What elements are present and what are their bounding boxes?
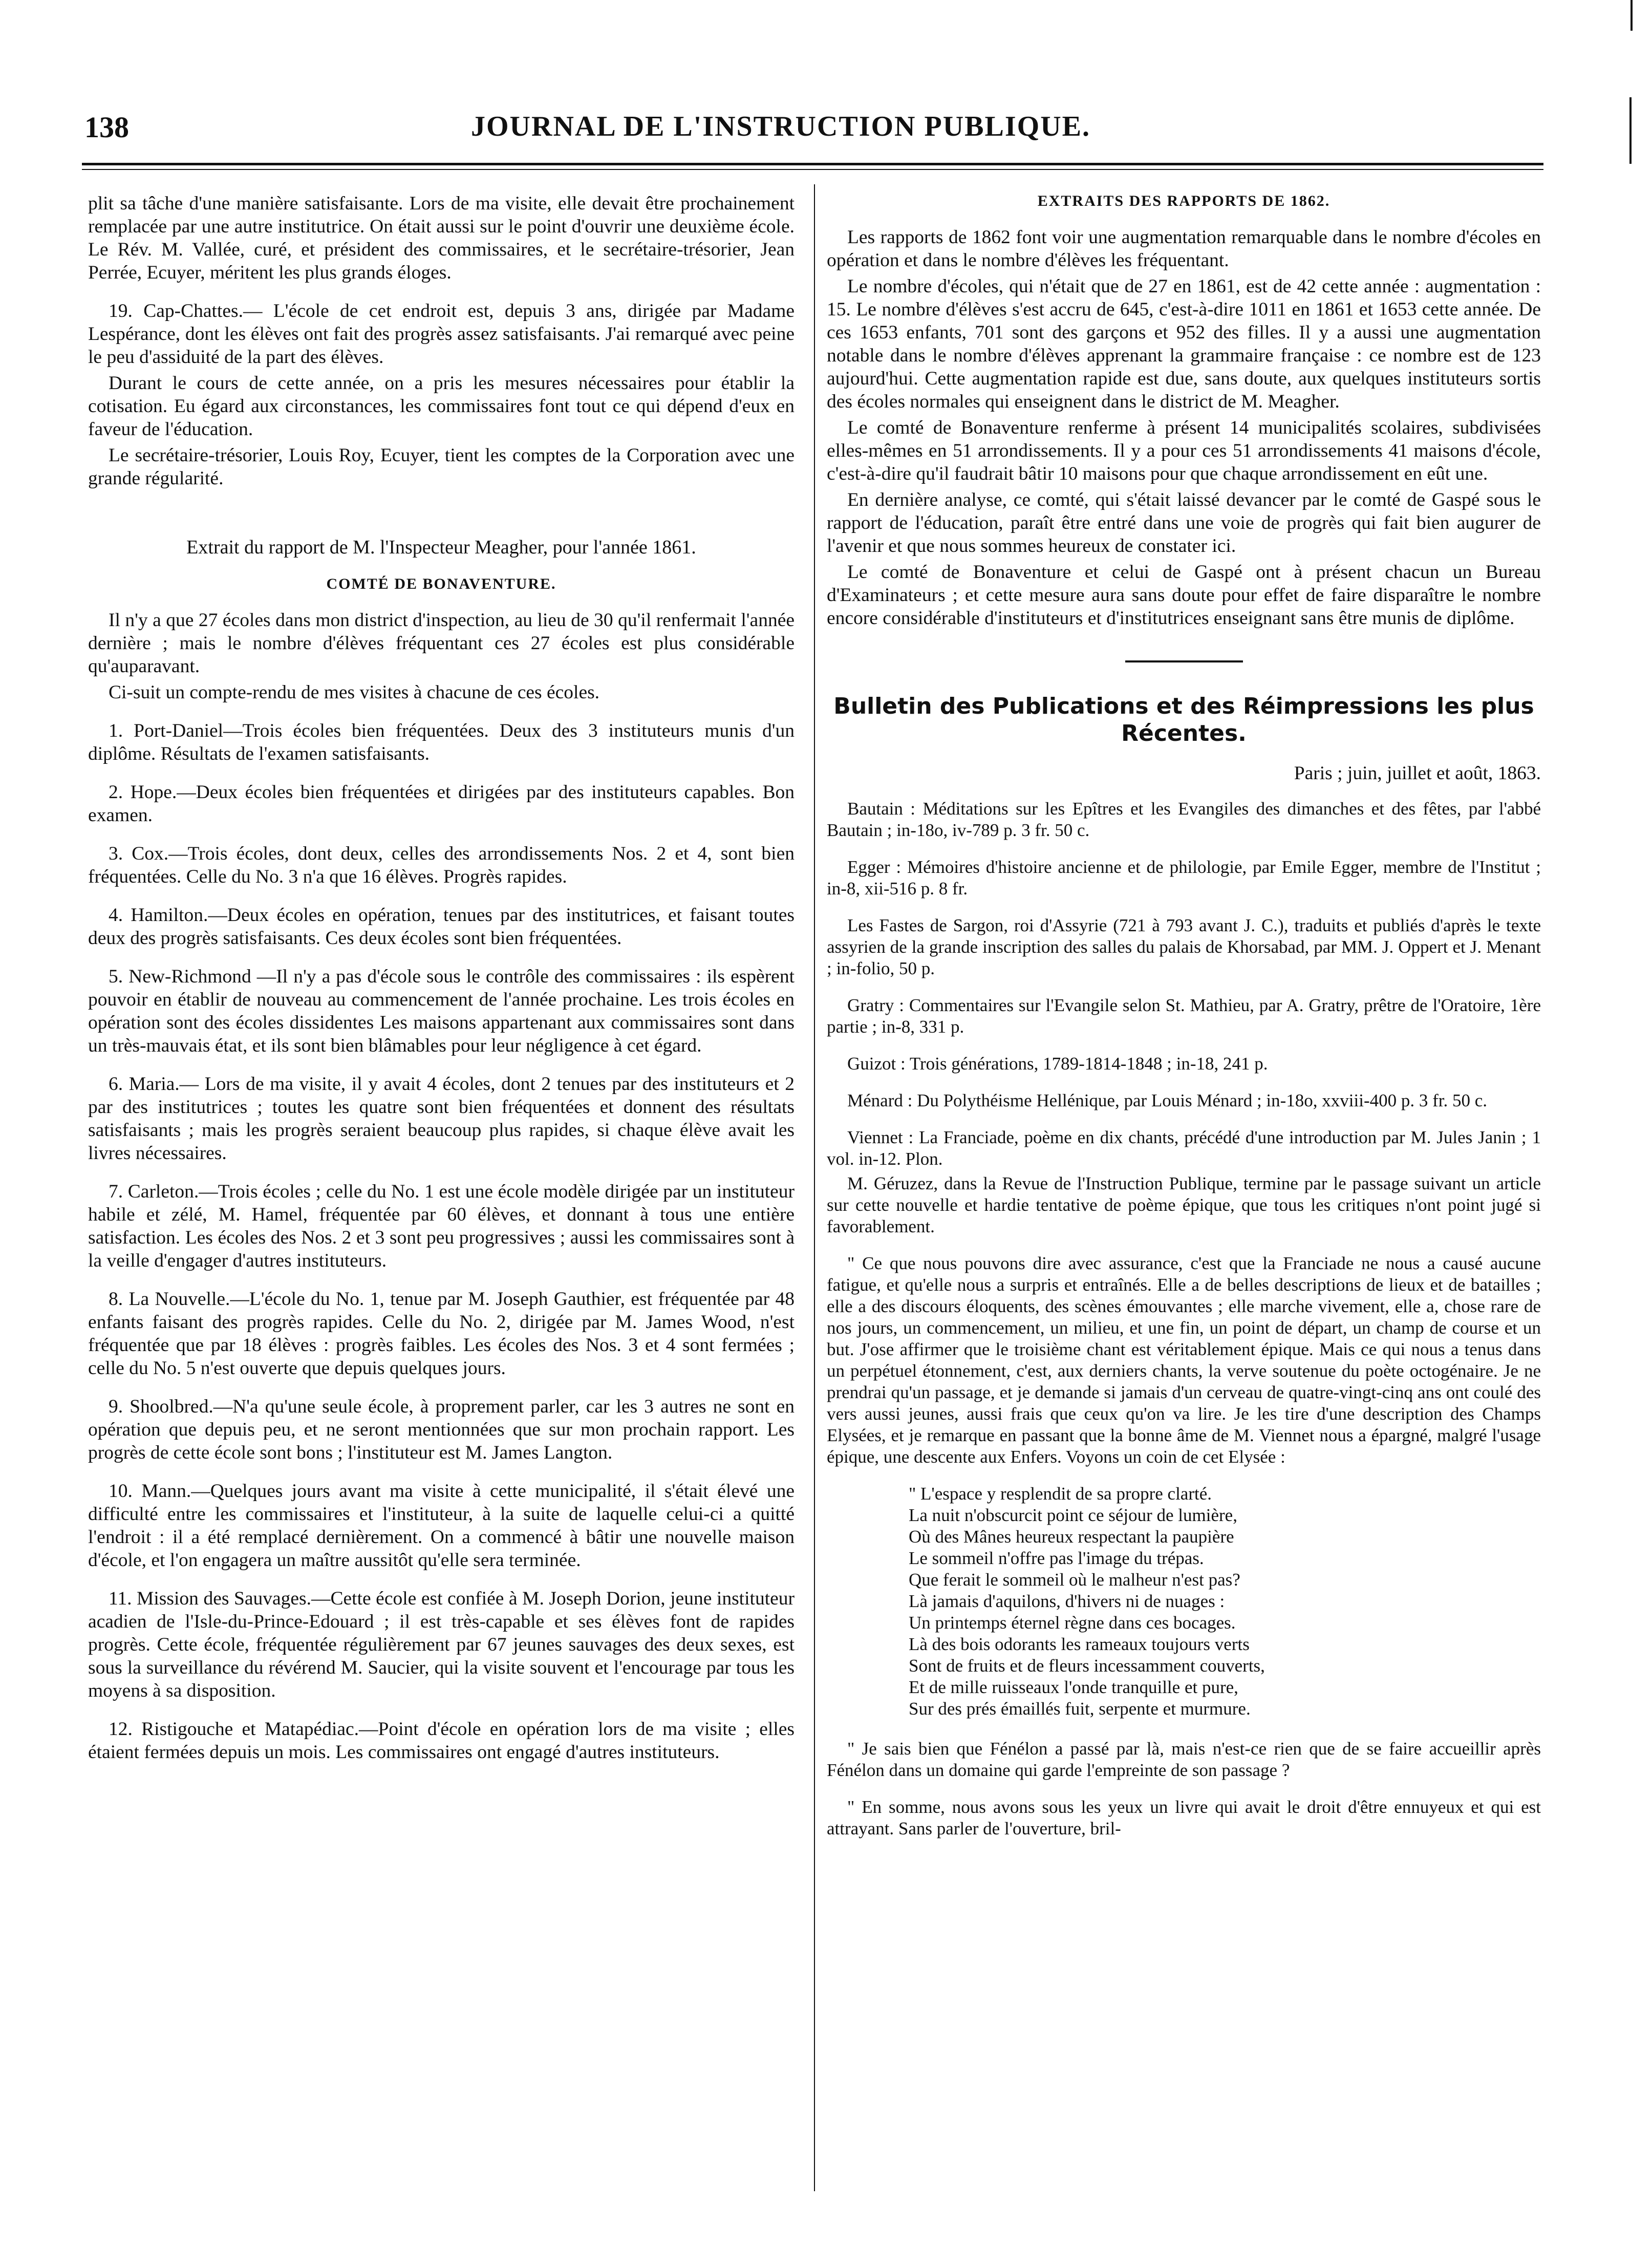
bibliography-entry: Viennet : La Franciade, poème en dix chants, précédé d'une introduction par M. Jules Janin ; 1 vol. in-12. Plon. [827,1127,1541,1169]
paragraph: Le comté de Bonaventure et celui de Gaspé ont à présent chacun un Bureau d'Examinateurs ; et cette mesure aura sans doute pour effet de faire disparaître le nombre encore considérable d'instituteurs et d'institutrices enseignant sans être munis de diplôme. [827,562,1541,629]
county-heading: COMTÉ DE BONAVENTURE. [326,575,556,592]
paragraph: Ci-suit un compte-rendu de mes visites à chacune de ces écoles. [109,681,600,703]
closing-quote: " En somme, nous avons sous les yeux un livre qui avait le droit d'être ennuyeux et qui est attrayant. Sans parler de l'ouverture, bril- [827,1796,1541,1838]
verse-line: Sur des prés émaillés fuit, serpente et murmure. [909,1698,1251,1719]
dateline: Paris ; juin, juillet et août, 1863. [1294,762,1541,784]
verse-line: Un printemps éternel règne dans ces bocages. [909,1612,1236,1633]
bibliography-entry: Gratry : Commentaires sur l'Evangile selon St. Mathieu, par A. Gratry, prêtre de l'Oratoire, 1ère partie ; in-8, 331 p. [827,995,1541,1037]
verse-line: Sont de fruits et de fleurs incessamment couverts, [909,1655,1265,1676]
list-item: 11. Mission des Sauvages.—Cette école est confiée à M. Joseph Dorion, jeune instituteur acadien de l'Isle-du-Prince-Edouard ; il est très-capable et ses élèves font de rapides progrès. Cette école, fréquentée régulièrement par 67 jeunes sauvages des deux sexes, est sous la surveillance du révérend M. Saucier, qui la visite souvent et l'encourage par tous les moyens à sa disposition. [88,1588,795,1701]
verse-line: Et de mille ruisseaux l'onde tranquille et pure, [909,1677,1238,1697]
bibliography-entry: Guizot : Trois générations, 1789-1814-1848 ; in-18, 241 p. [847,1053,1268,1074]
verse-line: Le sommeil n'offre pas l'image du trépas. [909,1548,1204,1568]
verse-line: Que ferait le sommeil où le malheur n'est pas? [909,1569,1240,1590]
verse-line: Là jamais d'aquilons, d'hivers ni de nuages : [909,1591,1225,1611]
scan-edge-mark [1629,97,1632,164]
closing-quote: " Je sais bien que Fénélon a passé par là, mais n'est-ce rien que de se faire accueillir après Fénélon dans un domaine qui garde l'empreinte de son passage ? [827,1738,1541,1780]
right-column [827,192,1541,1855]
list-item: 10. Mann.—Quelques jours avant ma visite à cette municipalité, il s'était élevé une difficulté entre les commissaires et l'instituteur, à la suite de laquelle celui-ci a quitté l'endroit : il a été remplacé dernièrement. On a commencé à bâtir une nouvelle maison d'école, et l'on engagera un maître aussitôt qu'elle sera terminée. [88,1480,795,1571]
review-quote: " Ce que nous pouvons dire avec assurance, c'est que la Franciade ne nous a causé aucune fatigue, et qu'elle nous a surpris et entraînés. Elle a de belles descriptions de lieux et de batailles ; elle a des discours éloquents, des scènes émouvantes ; elle marche vivement, elle a, chose rare de nos jours, un commencement, un milieu, et une fin, un point de départ, un champ de course et un but. J'ose affirmer que le troisième chant est véritablement épique. Mais ce qui nous a tenus dans un perpétuel étonnement, c'est, aux derniers chants, la verve soutenue du poète octogénaire. Je ne prendrai qu'un passage, et je demande si jamais d'un cerveau de quatre-vingt-cinq ans ont coulé des vers aussi jeunes, aussi frais que ceux qu'on va lire. Je les tire d'une description des Champs Elysées, et je remarque en passant que la bonne âme de M. Viennet nous a épargné, malgré l'usage épique, une descente aux Enfers. Voyons un coin de cet Elysée : [827,1253,1541,1467]
paragraph: Les rapports de 1862 font voir une augmentation remarquable dans le nombre d'écoles en opération et dans le nombre d'élèves les fréquentant. [827,227,1541,271]
bibliography-entry: Les Fastes de Sargon, roi d'Assyrie (721 à 793 avant J. C.), traduits et publiés d'après le texte assyrien de la grande inscription des salles du palais de Khorsabad, par MM. J. Oppert et J. Menant ; in-folio, 50 p. [827,915,1541,978]
verse-line: La nuit n'obscurcit point ce séjour de lumière, [909,1505,1237,1525]
running-title: JOURNAL DE L'INSTRUCTION PUBLIQUE. [471,111,1090,142]
list-item: 8. La Nouvelle.—L'école du No. 1, tenue par M. Joseph Gauthier, est fréquentée par 48 enfants faisant des progrès rapides. Celle du No. 2, dirigée par M. James Wood, n'est fréquentée que par 18 élèves : progrès faibles. Les écoles des Nos. 3 et 4 sont fermées ; celle du No. 5 n'est ouverte que depuis quelques jours. [88,1288,795,1379]
header-rule-top [82,163,1543,165]
verse-block [909,1483,1541,1720]
extract-title: Extrait du rapport de M. l'Inspecteur Meagher, pour l'année 1861. [186,537,696,558]
list-item: 2. Hope.—Deux écoles bien fréquentées et dirigées par des instituteurs capables. Bon examen. [88,781,795,826]
paragraph: Le comté de Bonaventure renferme à présent 14 municipalités scolaires, subdivisées elles-mêmes en 51 arrondissements. Il y a pour ces 51 arrondissements 41 maisons d'école, c'est-à-dire qu'il faudrait bâtir 10 maisons pour que chaque arrondissement en eût une. [827,417,1541,484]
section-separator [1125,660,1243,662]
list-item: 1. Port-Daniel—Trois écoles bien fréquentées. Deux des 3 instituteurs munis d'un diplôme. Résultats de l'examen satisfaisants. [88,720,795,764]
page-number: 138 [84,111,129,144]
bibliography-entry: Egger : Mémoires d'histoire ancienne et de philologie, par Emile Egger, membre de l'Institut ; in-8, xii-516 p. 8 fr. [827,857,1541,899]
scan-edge-mark [1630,0,1633,31]
paragraph: 19. Cap-Chattes.— L'école de cet endroit est, depuis 3 ans, dirigée par Madame Lespérance, dont les élèves ont fait des progrès assez satisfaisants. J'ai remarqué avec peine le peu d'assiduité de la part des élèves. [88,301,795,368]
bibliography-entry: Ménard : Du Polythéisme Hellénique, par Louis Ménard ; in-18o, xxviii-400 p. 3 fr. 50 c. [847,1090,1488,1110]
list-item: 9. Shoolbred.—N'a qu'une seule école, à proprement parler, car les 3 autres ne sont en opération que depuis peu, et ne seront mentionnées que sur mon prochain rapport. Les progrès de cette école sont bons ; l'instituteur est M. James Langton. [88,1396,795,1463]
section-heading: EXTRAITS DES RAPPORTS DE 1862. [1037,192,1331,209]
paragraph: Durant le cours de cette année, on a pris les mesures nécessaires pour établir la cotisation. Eu égard aux circonstances, les commissaires font tout ce qui dépend d'eux en faveur de l'éducation. [88,373,795,440]
bibliography-entry: Bautain : Méditations sur les Epîtres et les Evangiles des dimanches et des fêtes, par l'abbé Bautain ; in-18o, iv-789 p. 3 fr. 50 c. [827,798,1541,840]
list-item: 12. Ristigouche et Matapédiac.—Point d'école en opération lors de ma visite ; elles étaient fermées depuis un mois. Les commissaires ont engagé d'autres instituteurs. [88,1718,795,1763]
list-item: 7. Carleton.—Trois écoles ; celle du No. 1 est une école modèle dirigée par un instituteur habile et zélé, M. Hamel, fréquentée par 60 élèves, et donnant à tous une entière satisfaction. Les écoles des Nos. 2 et 3 sont peu progressives ; aussi les commissaires sont à la veille d'engager d'autres instituteurs. [88,1181,795,1271]
list-item: 6. Maria.— Lors de ma visite, il y avait 4 écoles, dont 2 tenues par des instituteurs et 2 par des institutrices ; toutes les quatre sont bien fréquentées et donnent des résultats satisfaisants ; mais les progrès seraient beaucoup plus rapides, si chaque élève avait les livres nécessaires. [88,1073,795,1164]
column-divider [814,184,815,2191]
paragraph: En dernière analyse, ce comté, qui s'était laissé devancer par le comté de Gaspé sous le rapport de l'éducation, paraît être entré dans une voie de progrès qui fait bien augurer de l'avenir et que nous sommes heureux de constater ici. [827,489,1541,557]
list-item: 3. Cox.—Trois écoles, dont deux, celles des arrondissements Nos. 2 et 4, sont bien fréquentées. Celle du No. 3 n'a que 16 élèves. Progrès rapides. [88,843,795,887]
list-item: 4. Hamilton.—Deux écoles en opération, tenues par des institutrices, et faisant toutes deux des progrès satisfaisants. Ces deux écoles sont bien fréquentées. [88,904,795,949]
paragraph: Le secrétaire-trésorier, Louis Roy, Ecuyer, tient les comptes de la Corporation avec une grande régularité. [88,445,795,489]
paragraph: Il n'y a que 27 écoles dans mon district d'inspection, au lieu de 30 qu'il renfermait l'année dernière ; mais le nombre d'élèves fréquentant ces 27 écoles est plus considérable qu'auparavant. [88,609,795,677]
paragraph: Le nombre d'écoles, qui n'était que de 27 en 1861, est de 42 cette année : augmentation : 15. Le nombre d'élèves s'est accru de 645, c'est-à-dire 1011 en 1861 et 1653 cette année. De ces 1653 enfants, 701 sont des garçons et 952 des filles. Il y a aussi une augmentation notable dans le nombre d'élèves apprenant la grammaire française : ce nombre est de 123 aujourd'hui. Cette augmentation rapide est due, sans doute, aux quelques instituteurs sortis des écoles normales qui enseignent dans le district de M. Meagher. [827,276,1541,412]
bulletin-title: Bulletin des Publications et des Réimpressions les plus Récentes. [833,693,1534,746]
list-item: 5. New-Richmond —Il n'y a pas d'école sous le contrôle des commissaires : ils espèrent pouvoir en établir de nouveau au commencement de l'année prochaine. Les trois écoles en opération sont des écoles dissidentes Les maisons appartenant aux commissaires sont dans un très-mauvais état, et ils sont bien blâmables pour leur négligence à cet égard. [88,966,795,1056]
verse-line: Où des Mânes heureux respectant la paupière [909,1526,1234,1547]
verse-line: " L'espace y resplendit de sa propre clarté. [909,1483,1212,1504]
review-paragraph: M. Géruzez, dans la Revue de l'Instruction Publique, termine par le passage suivant un article sur cette nouvelle et hardie tentative de poème épique, que tous les critiques n'ont point jugé si favorablement. [827,1173,1541,1236]
paragraph: plit sa tâche d'une manière satisfaisante. Lors de ma visite, elle devait être prochainement remplacée par une autre institutrice. On était aussi sur le point d'ouvrir une deuxième école. Le Rév. M. Vallée, curé, et président des commissaires, et le secrétaire-trésorier, Jean Perrée, Ecuyer, méritent les plus grands éloges. [88,193,795,283]
header-rule-bottom [82,169,1543,170]
verse-line: Là des bois odorants les rameaux toujours verts [909,1634,1250,1654]
left-column [88,192,795,1779]
